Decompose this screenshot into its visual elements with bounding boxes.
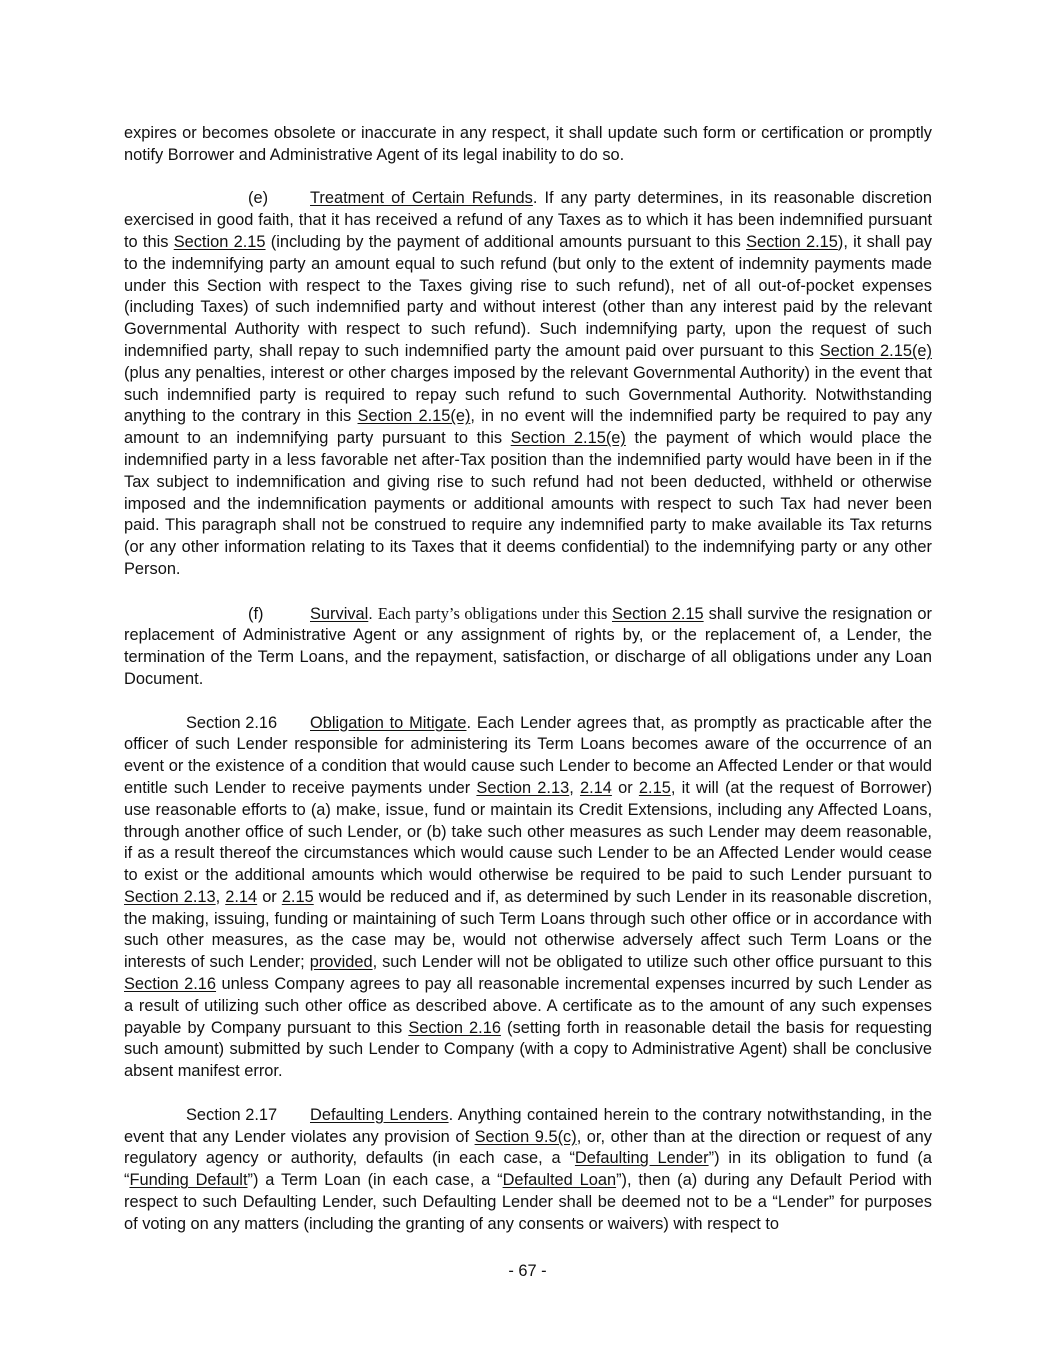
section-label: Section 2.16 [186, 713, 278, 732]
section-reference: Section 2.15 [746, 232, 838, 251]
section-reference: Section 2.15(e) [819, 341, 932, 360]
subsection-label: (f) [248, 604, 264, 623]
text-run: ), it shall pay to the indemnifying party an amount equal to such refund (but only to the extent of indemnity payments made under this Section with respect to the Taxes giving rise to such refund), net of all out-of-pocket expenses (including Taxes) of such indemnified party and without interest (other than any interest paid by the relevant Governmental Authority with respect to such refund). Such indemnifying party, upon the request of such indemnified party, shall repay to such indemnified party the amount paid over pursuant to this [124, 232, 933, 360]
paragraph-text: expires or becomes obsolete or inaccurate in any respect, it shall update such form or certification or promptly notify Borrower and Administrative Agent of its legal inability to do so. [124, 124, 932, 164]
section-reference: 2.15 [638, 778, 671, 797]
text-run: . [368, 604, 378, 623]
text-run: . If any party determines, in its reasonable discretion exercised in good faith, that it has received a refund of any Taxes as to which it has been indemnified pursuant to this [124, 189, 932, 251]
text-run: ”) a Term Loan (in each case, a “ [247, 1171, 503, 1190]
text-run: ”), then (a) during any Default Period with respect to such Defaulting Lender, such Defaulting Lender shall be deemed not to be a “Lender” for purposes of voting on any matters (including the granting of any consents or waivers) with respect to [124, 1171, 932, 1233]
section-reference: Section 2.15(e) [357, 407, 471, 426]
section-2-16-obligation-to-mitigate [124, 713, 932, 1084]
section-reference: Section 2.15 [612, 604, 704, 623]
text-run: or [611, 778, 639, 797]
section-reference: 2.14 [225, 887, 258, 906]
text-run: , [215, 887, 226, 906]
section-reference: 2.15 [281, 887, 314, 906]
text-run: unless Company agrees to pay all reasonable incremental expenses incurred by such Lender as a result of utilizing such other office as described above. A certificate as to the amount of any such expenses payable by Company pursuant to this [124, 975, 932, 1037]
section-reference: 2.14 [579, 778, 612, 797]
text-run: , it will (at the request of Borrower) use reasonable efforts to (a) make, issue, fund or maintain its Credit Extensions, including any Affected Loans, through another office of such Lender, or (b) take such other measures as such Lender may deem reasonable, if as a result thereof the circumstances which would cause such Lender to be an Affected Lender would cease to exist or the additional amounts which would otherwise be required to be paid to such Lender pursuant to [124, 778, 933, 885]
text-run: (setting forth in reasonable detail the basis for requesting such amount) submitted by such Lender to Company (with a copy to Administrative Agent) shall be conclusive absent manifest error. [124, 1018, 932, 1081]
section-reference: Section 2.16 [408, 1018, 501, 1037]
section-label: Section 2.17 [186, 1105, 278, 1124]
section-2-17-defaulting-lenders [124, 1105, 932, 1236]
section-reference: Section 9.5(c) [474, 1127, 577, 1146]
text-run: the payment of which would place the indemnified party in a less favorable net after-Tax position than the indemnified party would have been in if the Tax subject to indemnification and giving rise to such refund had not been deducted, withheld or otherwise imposed and the indemnification payments or additional amounts with respect to such Tax had never been paid. This paragraph shall not be construed to require any indemnified party to make available its Tax returns (or any other information relating to its Taxes that it deems confidential) to the indemnifying party or any other Person. [124, 429, 932, 578]
text-run: , such Lender will not be obligated to utilize such other office pursuant to this [372, 953, 932, 972]
subsection-heading: Treatment of Certain Refunds [310, 189, 533, 208]
text-run: would be reduced and if, as determined by such Lender in its reasonable discretion, the making, issuing, funding or maintaining of such Term Loans through such other office or in accordance with such other measures, as the case may be, would not otherwise adversely affect such Term Loans or the interests of such Lender; [124, 887, 932, 972]
document-page [124, 123, 932, 1257]
defined-term: Defaulted Loan [502, 1171, 617, 1190]
section-heading: Obligation to Mitigate [310, 713, 467, 732]
text-run: shall survive the resignation or replacement of Administrative Agent or any assignment of rights by, or the replacement of, a Lender, the termination of the Term Loans, and the repayment, satisfaction, or discharge of all obligations under any Loan Document. [124, 604, 932, 688]
section-reference: Section 2.13 [476, 778, 570, 797]
text-run: , or, other than at the direction or request of any regulatory agency or authority, defaults (in each case, a “ [124, 1127, 932, 1168]
text-run: Each party’s obligations under this [377, 603, 613, 623]
section-heading: Defaulting Lenders [310, 1105, 449, 1124]
text-run: , [569, 778, 580, 797]
text-run: . Each Lender agrees that, as promptly as practicable after the officer of such Lender responsible for administering its Term Loans becomes aware of the occurrence of an event or the existence of a condition that would cause such Lender to become an Affected Lender or that would entitle such Lender to receive payments under [124, 713, 932, 797]
defined-term: Funding Default [129, 1171, 248, 1190]
subsection-label: (e) [248, 189, 269, 208]
section-reference: Section 2.15 [173, 232, 266, 251]
section-reference: Section 2.13 [124, 887, 216, 906]
text-run: (including by the payment of additional amounts pursuant to this [265, 232, 747, 251]
paragraph-f-survival [124, 603, 932, 691]
defined-term: Defaulting Lender [574, 1149, 709, 1168]
text-run: (plus any penalties, interest or other charges imposed by the relevant Governmental Authority) in the event that such indemnified party is required to repay such refund to such Governmental Authority. Notwithstanding anything to the contrary in this [124, 363, 932, 426]
proviso-term: provided [309, 953, 373, 972]
section-reference: Section 2.15(e) [510, 429, 626, 448]
page-number: - 67 - [508, 1262, 547, 1280]
paragraph-continuation [124, 123, 932, 167]
text-run: , in no event will the indemnified party be required to pay any amount to an indemnifying party pursuant to this [124, 407, 932, 448]
subsection-heading: Survival [310, 604, 369, 623]
section-reference: Section 2.16 [124, 975, 217, 994]
paragraph-e-treatment-of-certain-refunds [124, 188, 932, 580]
text-run: or [257, 887, 282, 906]
text-run: . Anything contained herein to the contrary notwithstanding, in the event that any Lender violates any provision of [124, 1105, 932, 1146]
text-run: ”) in its obligation to fund (a “ [124, 1149, 932, 1190]
